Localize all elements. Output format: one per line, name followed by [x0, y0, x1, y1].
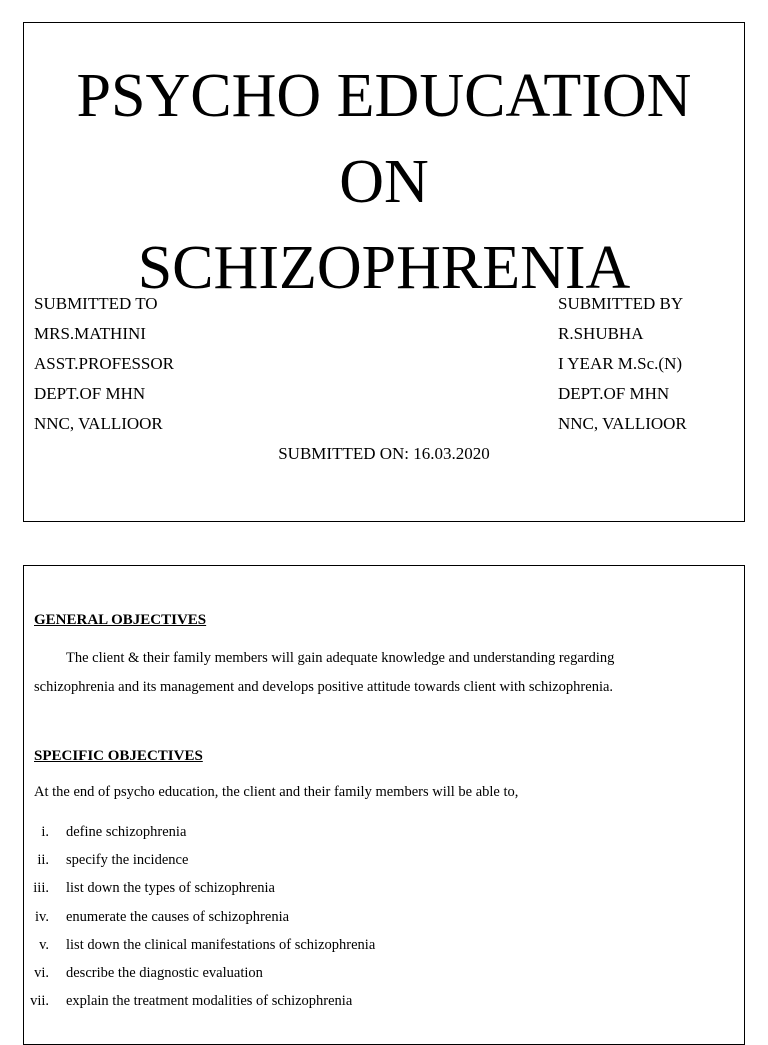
submitted-by-name: R.SHUBHA — [558, 324, 644, 343]
list-item — [24, 846, 724, 874]
list-item-number: iii. — [33, 880, 49, 897]
list-item — [24, 903, 724, 931]
objectives-page — [23, 565, 745, 1045]
list-item-text: explain the treatment modalities of schizophrenia — [66, 993, 353, 1010]
list-item — [24, 818, 724, 846]
list-item-text: describe the diagnostic evaluation — [66, 965, 263, 982]
submitted-by-college: NNC, VALLIOOR — [558, 414, 687, 433]
submitted-to-dept: DEPT.OF MHN — [34, 384, 146, 403]
submitted-by-label: SUBMITTED BY — [558, 294, 684, 313]
general-objectives-line-1: The client & their family members will gain adequate knowledge and understanding regarding — [66, 650, 615, 666]
submitted-to-name: MRS.MATHINI — [34, 324, 146, 343]
general-objectives-text — [34, 644, 734, 702]
list-item-number: v. — [39, 936, 49, 953]
list-item-number: ii. — [37, 851, 49, 868]
general-objectives-heading: GENERAL OBJECTIVES — [34, 612, 207, 628]
list-item-text: list down the types of schizophrenia — [66, 880, 275, 897]
title-line-2: ON — [339, 148, 429, 216]
list-item-text: define schizophrenia — [66, 823, 187, 840]
list-item-number: vi. — [34, 965, 49, 982]
submitted-by-dept: DEPT.OF MHN — [558, 384, 670, 403]
list-item — [24, 875, 724, 903]
title-line-1: PSYCHO EDUCATION — [76, 62, 692, 130]
submitted-by-block — [558, 289, 687, 439]
list-item-number: iv. — [35, 908, 49, 925]
objectives-list — [24, 818, 724, 1016]
general-objectives-line-2: schizophrenia and its management and develops positive attitude towards client with schizophrenia. — [34, 679, 614, 695]
specific-objectives-heading: SPECIFIC OBJECTIVES — [34, 748, 203, 764]
list-item — [24, 959, 724, 987]
list-item-text: enumerate the causes of schizophrenia — [66, 908, 290, 925]
specific-objectives-intro: At the end of psycho education, the client and their family members will be able to, — [34, 784, 519, 800]
list-item — [24, 931, 724, 959]
list-item-number: i. — [41, 823, 49, 840]
list-item-text: specify the incidence — [66, 851, 189, 868]
list-item — [24, 988, 724, 1016]
submitted-to-college: NNC, VALLIOOR — [34, 414, 163, 433]
submitted-by-year: I YEAR M.Sc.(N) — [558, 354, 683, 373]
list-item-text: list down the clinical manifestations of schizophrenia — [66, 936, 376, 953]
submitted-to-designation: ASST.PROFESSOR — [34, 354, 174, 373]
submitted-on-date: SUBMITTED ON: 16.03.2020 — [278, 444, 490, 463]
cover-page — [23, 22, 745, 522]
title-line-3: SCHIZOPHRENIA — [137, 234, 631, 302]
submitted-to-block — [34, 289, 174, 439]
submitted-to-label: SUBMITTED TO — [34, 294, 158, 313]
list-item-number: vii. — [30, 993, 49, 1010]
